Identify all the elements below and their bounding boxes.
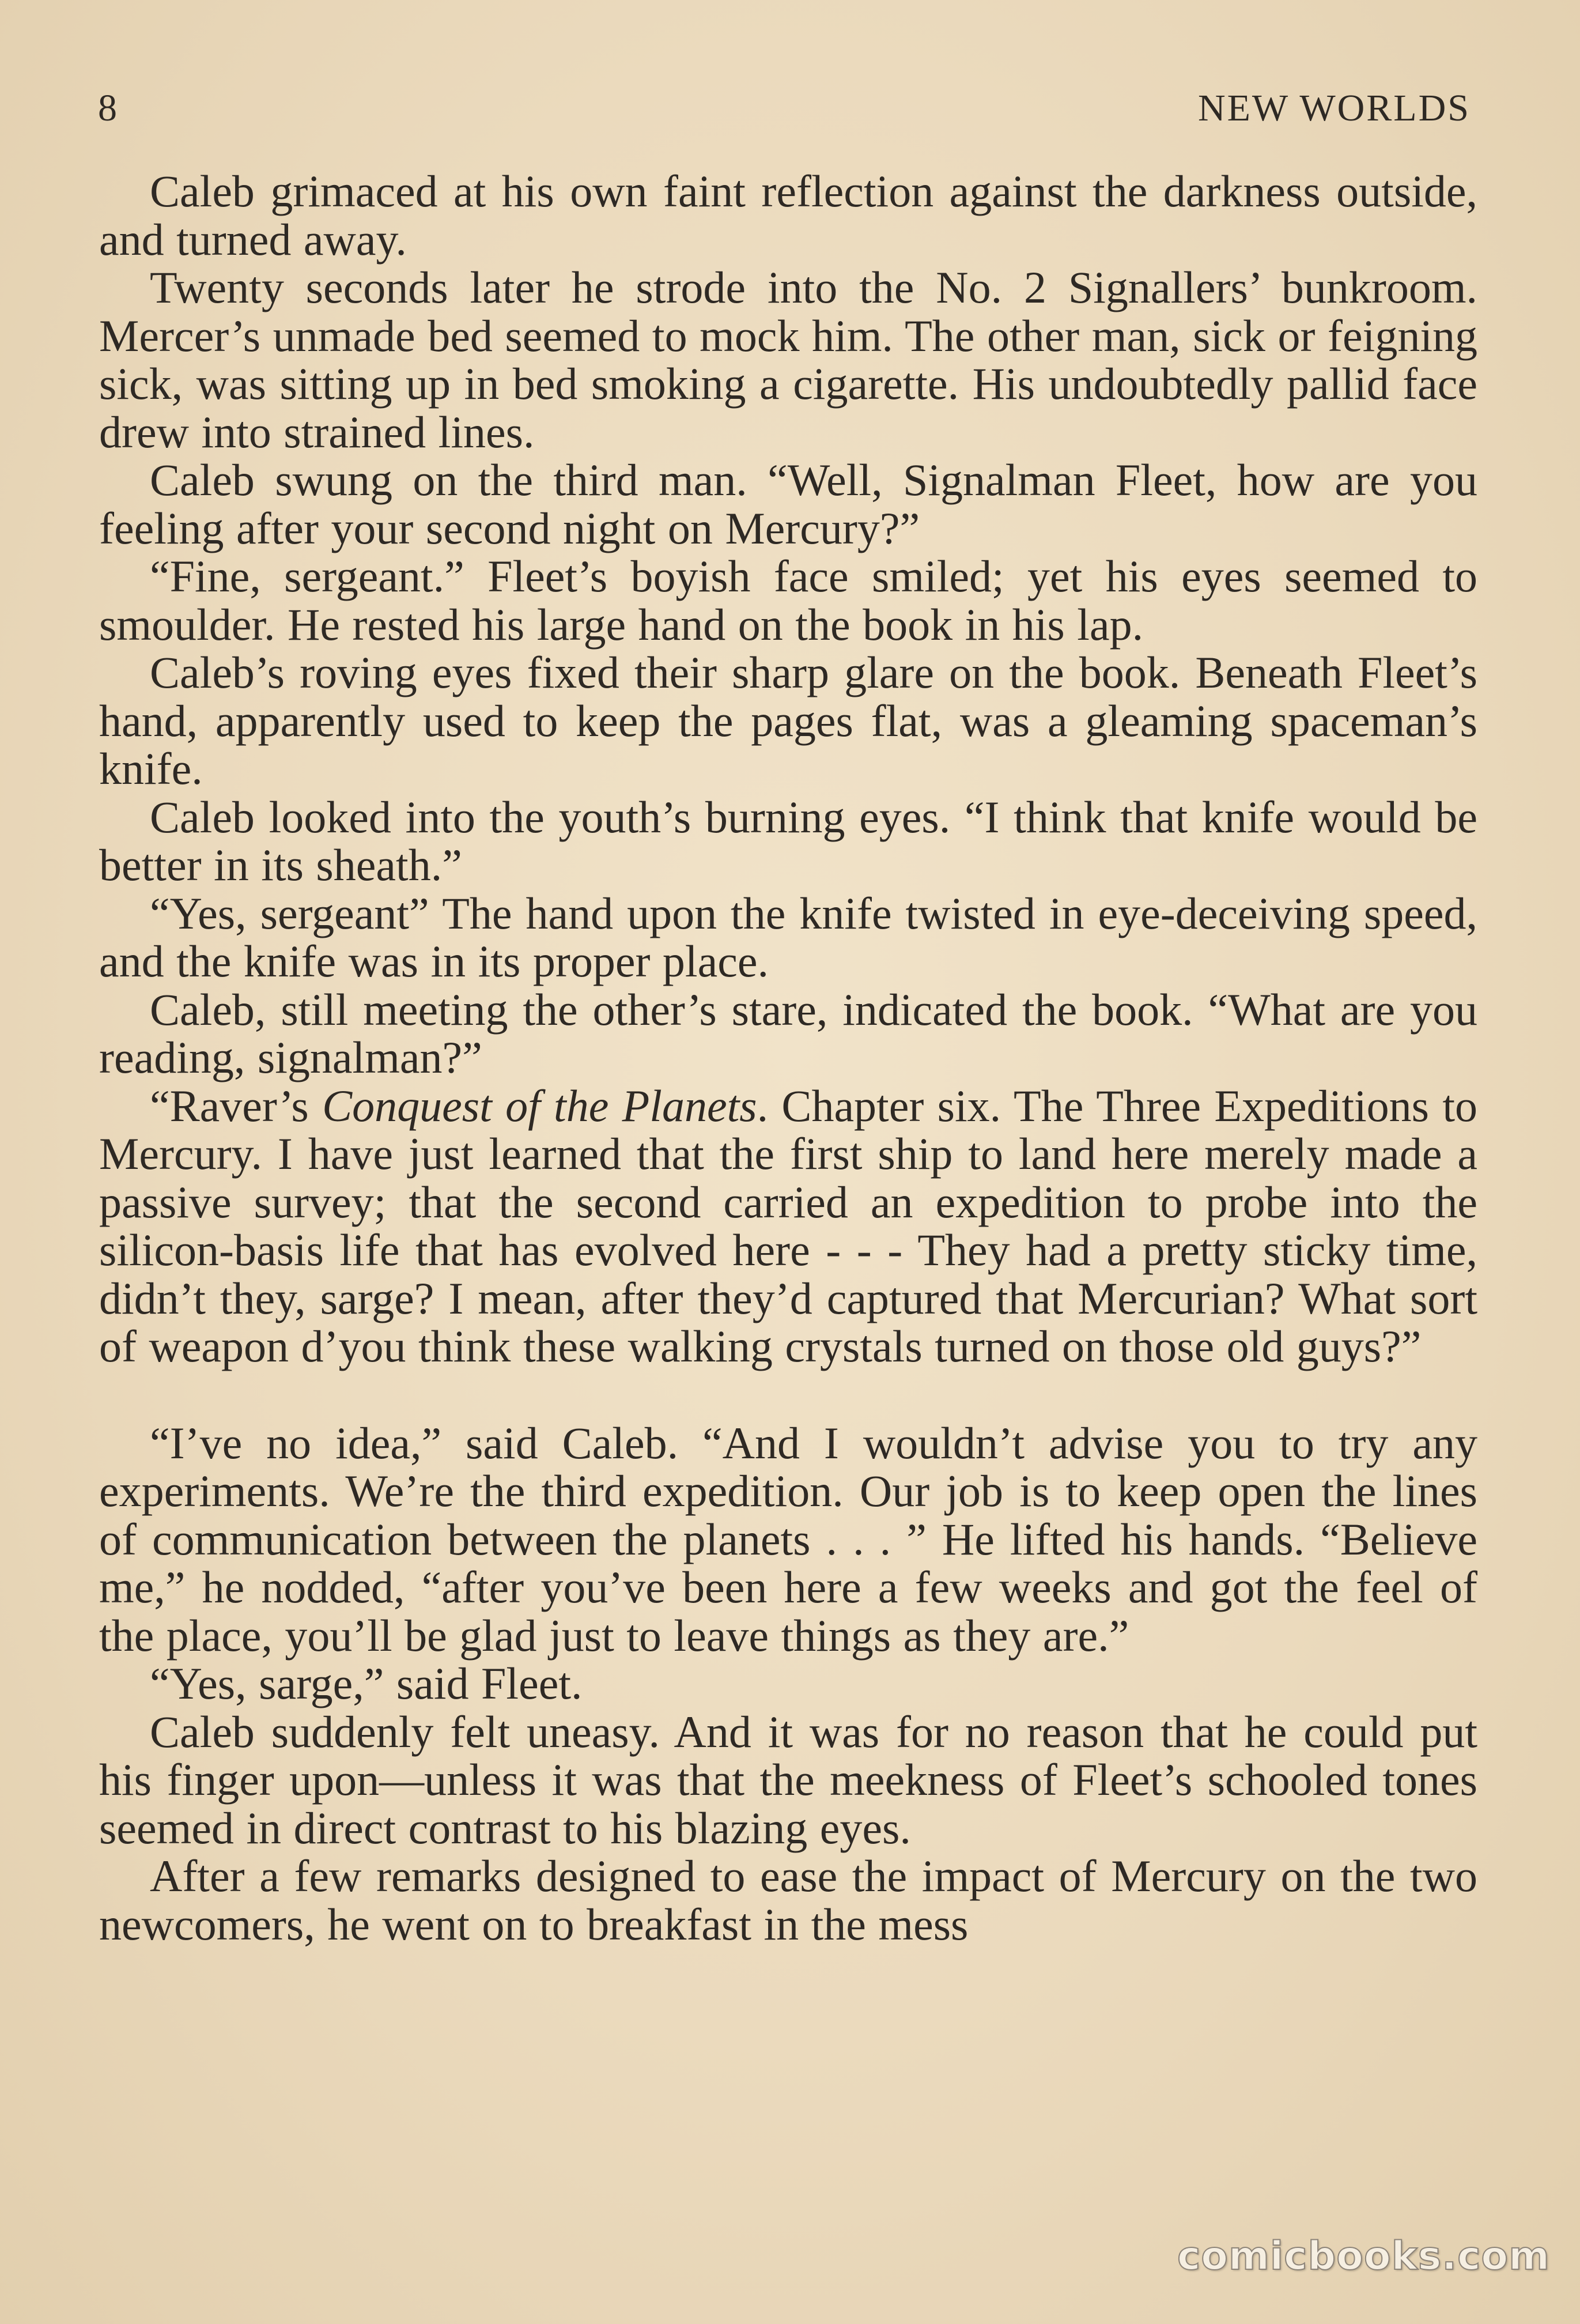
paragraph: “I’ve no idea,” said Caleb. “And I wouldn’t advise you to try any experiments. We’re the third expedition. Our job is to keep open the lines of communication between the planets . . . ” He lifted his hands. “Believe me,” he nodded, “after you’ve been here a few weeks and got the feel of the place, you’ll be glad just to leave things as they are.”: [99, 1417, 1477, 1661]
paragraph: Caleb grimaced at his own faint reflection against the darkness outside, and turned away.: [99, 166, 1477, 265]
story-text: [99, 167, 1477, 1948]
paragraph: After a few remarks designed to ease the impact of Mercury on the two newcomers, he went on to breakfast in the mess: [99, 1851, 1477, 1949]
paragraph: [99, 1082, 1477, 1371]
paragraph-text-before: “Raver’s: [150, 1080, 323, 1131]
paragraph-text-after: . Chapter six. The Three Expeditions to Mercury. I have just learned that the first ship to land here merely made a passive survey; that the second carried an expedition to probe into the silicon-basis life that has evolved here - - - They had a pretty sticky time, didn’t they, sarge? I mean, after they’d captured that Mercurian? What sort of weapon d’you think these walking crystals turned on those old guys?”: [99, 1080, 1477, 1371]
paragraph: “Fine, sergeant.” Fleet’s boyish face smiled; yet his eyes seemed to smoulder. He rested his large hand on the book in his lap.: [99, 551, 1477, 650]
paragraph: “Yes, sergeant” The hand upon the knife twisted in eye-deceiving speed, and the knife was in its proper place.: [99, 888, 1477, 986]
paragraph: Caleb’s roving eyes fixed their sharp glare on the book. Beneath Fleet’s hand, apparently used to keep the pages flat, was a gleaming spaceman’s knife.: [99, 647, 1477, 794]
watermark-logo: comicbooks.com: [1177, 2234, 1550, 2279]
paragraph: Caleb, still meeting the other’s stare, indicated the book. “What are you reading, signalman?”: [99, 984, 1477, 1082]
book-title: Conquest of the Planets: [322, 1080, 757, 1131]
paragraph: “Yes, sarge,” said Fleet.: [150, 1658, 583, 1708]
paragraph: Twenty seconds later he strode into the No. 2 Signallers’ bunkroom. Mercer’s unmade bed seemed to mock him. The other man, sick or feigning sick, was sitting up in bed smoking a cigarette. His undoubtedly pallid face drew into strained lines.: [99, 262, 1477, 457]
page-number: 8: [98, 87, 119, 129]
running-head: [98, 86, 1471, 138]
paragraph: Caleb suddenly felt uneasy. And it was for no reason that he could put his finger upon—unless it was that the meekness of Fleet’s schooled tones seemed in direct contrast to his blazing eyes.: [99, 1706, 1477, 1853]
journal-title: NEW WORLDS: [1197, 87, 1471, 129]
paragraph: Caleb looked into the youth’s burning eyes. “I think that knife would be better in its sheath.”: [99, 791, 1477, 890]
paragraph: Caleb swung on the third man. “Well, Signalman Fleet, how are you feeling after your second night on Mercury?”: [99, 455, 1477, 553]
